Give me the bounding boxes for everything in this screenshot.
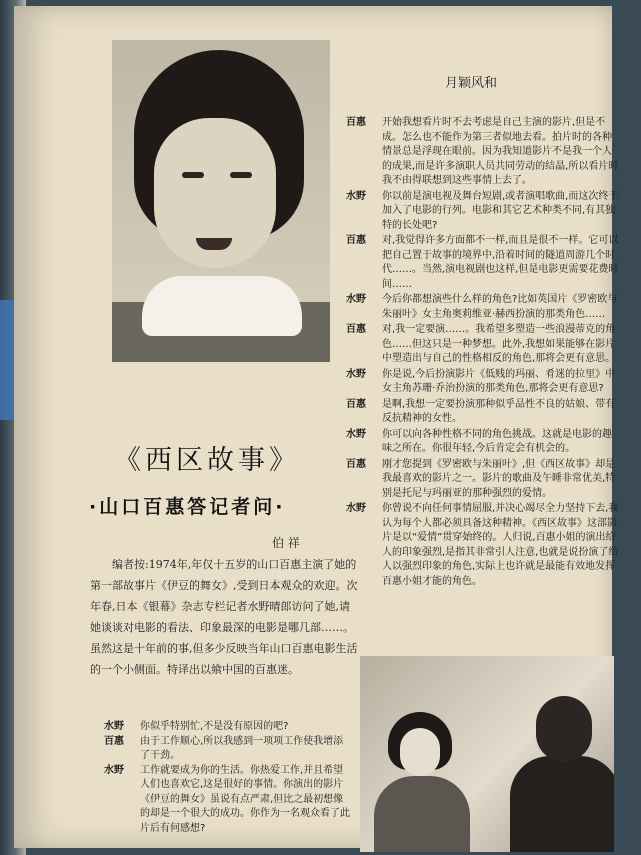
- dialogue-row: [104, 764, 350, 837]
- right-dialogue: [346, 116, 620, 590]
- dialogue-text: 今后你都想演些什么样的角色?比如英国片《罗密欧与朱丽叶》女主角奥莉维亚·赫西扮演的那类角色……: [382, 294, 618, 320]
- portrait-collar: [142, 276, 302, 336]
- dialogue-row: [104, 735, 350, 764]
- portrait-eye-right: [230, 172, 252, 178]
- interview-photo-man-head: [536, 696, 592, 762]
- speaker: 百惠: [346, 117, 366, 128]
- dialogue-text: 刚才您提到《罗密欧与朱丽叶》,但《西区故事》却是我最喜欢的影片之一。影片的歌曲及午睡非常优美,特别是托尼与玛丽亚的那种强烈的爱情。: [382, 458, 616, 499]
- dialogue-row: [346, 323, 620, 367]
- editor-note-text: 编者按:1974年,年仅十五岁的山口百惠主演了她的第一部故事片《伊豆的舞女》,受到日本观众的欢迎。次年春,日本《银幕》杂志专栏记者水野晴郎访问了她,请她谈谈对电影的看法、印象最深的电影是哪几部……。虽然这是十年前的事,但多少反映当年山口百惠电影生活的一个小侧面。特译出以飨中国的百惠迷。: [90, 558, 358, 676]
- speaker: 百惠: [346, 398, 366, 410]
- speaker: 水野: [346, 368, 366, 380]
- section-header: 月颖风和: [444, 76, 497, 91]
- speaker: 水野: [346, 503, 366, 514]
- speaker: 百惠: [346, 458, 366, 470]
- speaker: 水野: [346, 294, 366, 305]
- dialogue-row: [346, 234, 620, 292]
- dialogue-text: 你是说,今后扮演影片《低贱的玛丽、肴迷的拉里》中女主角苏珊·乔治扮演的那类角色,那将会更有意思?: [382, 368, 616, 394]
- article-title: 《西区故事》: [114, 445, 300, 476]
- speaker: 水野: [346, 190, 366, 202]
- interview-photo-woman-body: [374, 776, 470, 852]
- dialogue-row: [346, 293, 620, 322]
- magazine-page: [14, 6, 619, 848]
- dialogue-text: 你以前是演电视及舞台短剧,或者演唱歌曲,而这次终于加入了电影的行列。电影和其它艺术种类不同,有其独特的长处吧?: [382, 190, 619, 231]
- portrait-eye-left: [182, 172, 204, 178]
- speaker: 百惠: [346, 324, 366, 335]
- dialogue-text: 是啊,我想一定要扮演那种似乎品性不良的姑娘、带有反抗精神的女性。: [382, 398, 616, 424]
- dialogue-text: 对,我觉得许多方面都不一样,而且是很不一样。它可以把自己置于故事的境界中,沿着时间的隧道周游几个时代……。当然,演电视剧也这样,但是电影更需要花费时间……: [382, 235, 619, 290]
- dialogue-row: [346, 116, 620, 189]
- dialogue-text: 工作就要成为你的生活。你热爱工作,并且希望人们也喜欢它,这是很好的事情。你演出的影片《伊豆的舞女》虽说有点严肃,但比之最初想像的却是一个很大的成功。你作为一名观众看了此片后有何感想?: [140, 764, 350, 834]
- dialogue-row: [346, 190, 620, 234]
- interview-photo-woman-face: [400, 728, 440, 776]
- article-author: 伯 祥: [272, 536, 300, 550]
- portrait-photo: [112, 40, 330, 362]
- speaker: 百惠: [104, 735, 124, 747]
- speaker: 水野: [104, 721, 124, 732]
- speaker: 百惠: [346, 235, 366, 246]
- dialogue-row: [346, 428, 620, 457]
- dialogue-text: 你曾说不向任何事情屈服,并决心竭尽全力坚持下去,我认为每个人都必须具备这种精神。《西区故事》这部影片是以“爱情”贯穿始终的。人归说,百惠小姐的演出给人的印象强烈,是指其非常引人注意,也就是说扮演了给人以强烈印象的角色,实际上也许就是最能有效地发挥百惠小姐才能的角色。: [382, 503, 619, 587]
- article-subtitle: ·山口百惠答记者问·: [89, 496, 286, 518]
- dialogue-text: 开始我想看片时不去考虑是自己主演的影片,但是不成。怎么也不能作为第三者似地去看。拍片时的各种情景总是浮现在眼前。因为我知道影片不是我一个人的成果,而是许多演职人员共同劳动的结晶,所以看片时我不由得联想到这些事情上去了。: [382, 117, 619, 186]
- dialogue-text: 由于工作顺心,所以我感到一项项工作使我增添了干劲。: [140, 735, 344, 761]
- dialogue-row: [104, 720, 350, 735]
- interview-photo-man-body: [510, 756, 614, 852]
- interview-photo: [360, 656, 614, 852]
- dialogue-row: [346, 458, 620, 502]
- dialogue-text: 你可以向各种性格不同的角色挑战。这就是电影的趣味之所在。你很年轻,今后肯定会有机会的。: [382, 428, 612, 454]
- dialogue-row: [346, 502, 620, 589]
- dialogue-row: [346, 398, 620, 427]
- dialogue-text: 对,我一定要演……。我希望多塑造一些浪漫蒂克的角色……但这只是一种梦想。此外,我想如果能够在影片中塑造出与自己的性格相反的角色,那将会更有意思。: [382, 324, 616, 364]
- speaker: 水野: [346, 428, 366, 440]
- dialogue-row: [346, 368, 620, 397]
- left-dialogue: [104, 720, 350, 836]
- dialogue-text: 你似乎特别忙,不是没有原因的吧?: [140, 721, 289, 732]
- speaker: 水野: [104, 764, 124, 776]
- editor-note: [90, 554, 360, 680]
